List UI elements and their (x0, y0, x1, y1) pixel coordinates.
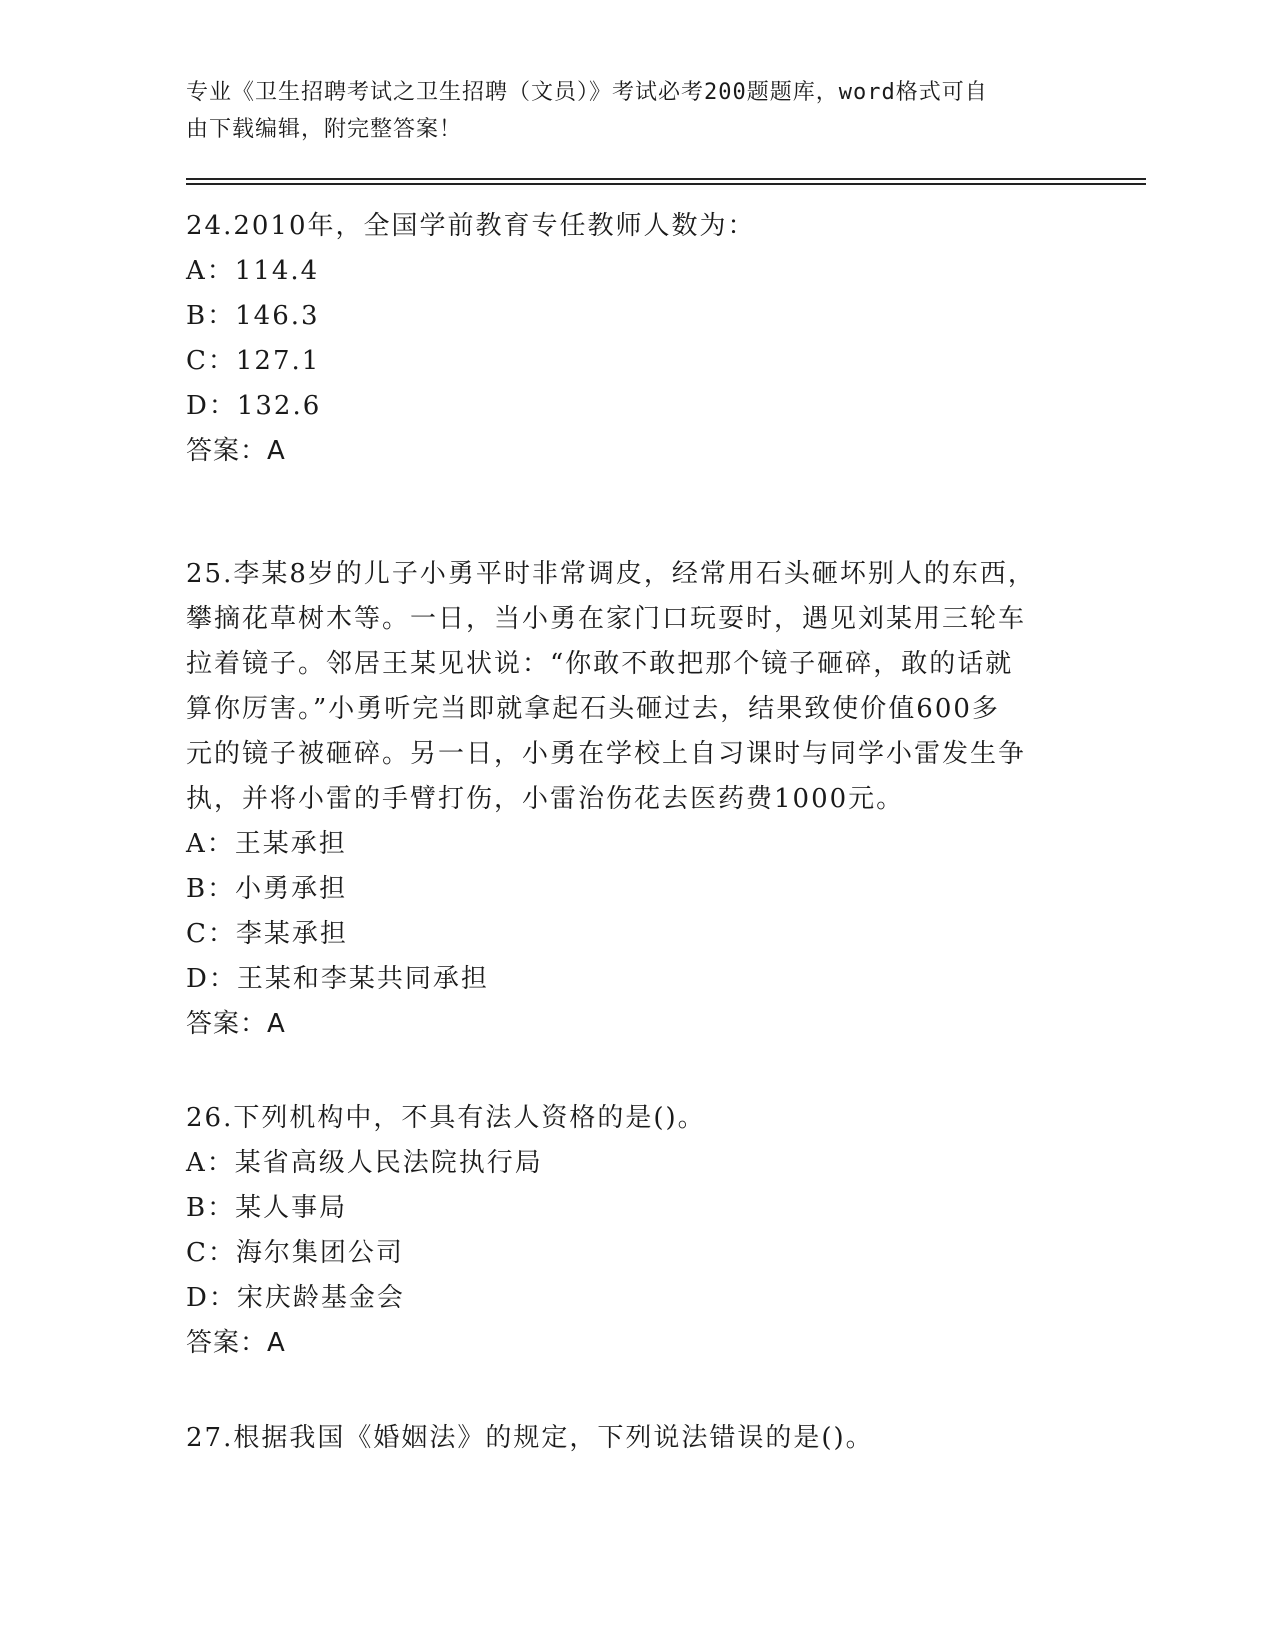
question-27 (186, 1416, 1066, 1461)
question-text: 26.下列机构中，不具有法人资格的是()。 (186, 1103, 706, 1133)
question-text: 算你厉害。”小勇听完当即就拿起石头砸过去，结果致使价值600多 (186, 694, 1000, 724)
header-line: 由下载编辑，附完整答案！ (186, 117, 463, 142)
option-a: A：114.4 (186, 256, 320, 286)
option-a: A：王某承担 (186, 829, 347, 859)
option-c: C：李某承担 (186, 919, 348, 949)
option-a: A：某省高级人民法院执行局 (186, 1148, 543, 1178)
question-text: 攀摘花草树木等。一日，当小勇在家门口玩耍时，遇见刘某用三轮车 (186, 604, 1027, 634)
answer-text: 答案：A (186, 436, 286, 466)
question-text: 25.李某8岁的儿子小勇平时非常调皮，经常用石头砸坏别人的东西， (186, 559, 1036, 589)
option-d: D：宋庆龄基金会 (186, 1283, 405, 1313)
option-d: D：王某和李某共同承担 (186, 964, 489, 994)
header-divider (186, 183, 1146, 185)
question-text: 24.2010年，全国学前教育专任教师人数为： (186, 211, 756, 241)
question-24 (186, 204, 1066, 474)
option-d: D：132.6 (186, 391, 322, 421)
question-25 (186, 552, 1066, 1047)
option-b: B：小勇承担 (186, 874, 348, 904)
header-line: 专业《卫生招聘考试之卫生招聘（文员）》考试必考200题题库，word格式可自 (186, 80, 988, 105)
option-c: C：海尔集团公司 (186, 1238, 404, 1268)
question-text: 元的镜子被砸碎。另一日，小勇在学校上自习课时与同学小雷发生争 (186, 739, 1027, 769)
option-c: C：127.1 (186, 346, 321, 376)
answer-text: 答案：A (186, 1009, 286, 1039)
question-text: 拉着镜子。邻居王某见状说：“你敢不敢把那个镜子砸碎，敢的话就 (186, 649, 1014, 679)
question-text: 27.根据我国《婚姻法》的规定，下列说法错误的是()。 (186, 1423, 874, 1453)
document-header (186, 74, 1066, 148)
header-divider (186, 178, 1146, 180)
answer-text: 答案：A (186, 1328, 286, 1358)
option-b: B：某人事局 (186, 1193, 348, 1223)
question-text: 执，并将小雷的手臂打伤，小雷治伤花去医药费1000元。 (186, 784, 905, 814)
question-26 (186, 1096, 1066, 1366)
option-b: B：146.3 (186, 301, 320, 331)
